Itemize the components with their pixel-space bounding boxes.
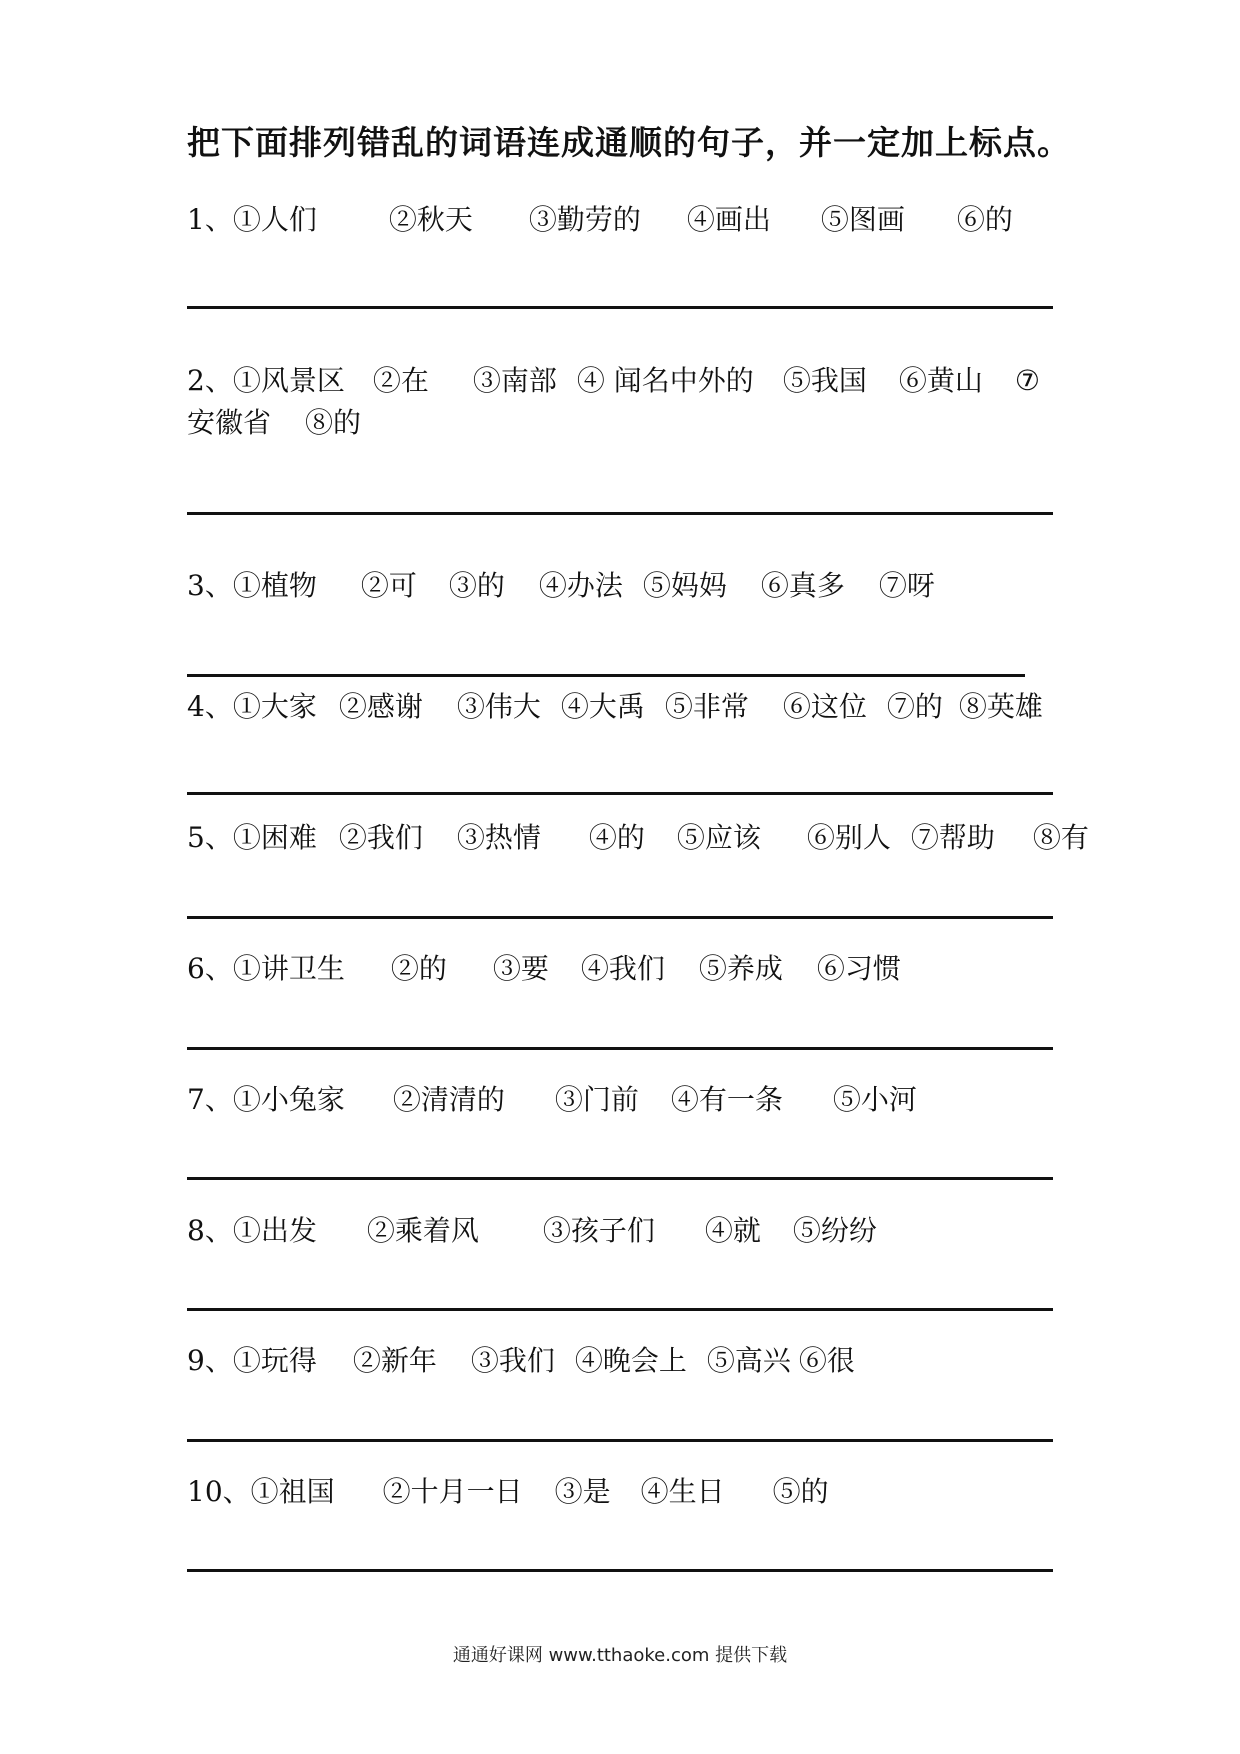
word-option: ②我们: [338, 821, 423, 854]
question-7: [187, 1079, 1067, 1121]
question-number: 7、: [187, 1083, 233, 1116]
word-option: ①出发: [232, 1214, 317, 1247]
question-1: [187, 199, 1067, 241]
word-option: ①玩得: [232, 1344, 317, 1377]
word-option: ①小兔家: [232, 1083, 345, 1116]
word-option: ②感谢: [338, 690, 423, 723]
question-number: 5、: [187, 821, 233, 854]
word-option: ⑦的: [886, 690, 943, 723]
word-option: ③热情: [456, 821, 541, 854]
answer-line[interactable]: [187, 1177, 1053, 1180]
word-option: ①大家: [232, 690, 317, 723]
word-option: 安徽省: [187, 406, 272, 439]
answer-line[interactable]: [187, 306, 1053, 309]
word-option: ④ 闻名中外的: [576, 364, 754, 397]
answer-line[interactable]: [187, 512, 1053, 515]
question-number: 8、: [187, 1214, 233, 1247]
question-number: 4、: [187, 690, 233, 723]
word-option: ⑥黄山: [898, 364, 983, 397]
word-option: ⑧的: [305, 406, 362, 439]
word-option: ⑤养成: [698, 952, 783, 985]
word-option: ⑥别人: [806, 821, 891, 854]
word-option: ⑤小河: [832, 1083, 917, 1116]
word-option: ⑤非常: [664, 690, 749, 723]
word-option: ③南部: [472, 364, 557, 397]
word-option: ③勤劳的: [528, 203, 641, 236]
word-option: ③孩子们: [542, 1214, 655, 1247]
worksheet-title: 把下面排列错乱的词语连成通顺的句子，并一定加上标点。: [187, 123, 1071, 162]
answer-line[interactable]: [187, 916, 1053, 919]
word-option: ①植物: [232, 569, 317, 602]
question-number: 1、: [187, 203, 233, 236]
word-option: ②在: [372, 364, 429, 397]
question-2: [187, 360, 1067, 444]
question-number: 2、: [187, 364, 233, 397]
word-option: ④我们: [580, 952, 665, 985]
word-option: ④大禹: [560, 690, 645, 723]
word-option: ⑥习惯: [816, 952, 901, 985]
word-option: ④就: [704, 1214, 761, 1247]
word-option: ③要: [492, 952, 549, 985]
word-option: ⑦呀: [878, 569, 935, 602]
word-option: ②乘着风: [366, 1214, 479, 1247]
word-option: ⑤纷纷: [792, 1214, 877, 1247]
word-option: ④晚会上: [574, 1344, 687, 1377]
word-option: ①人们: [232, 203, 317, 236]
word-option: ③的: [448, 569, 505, 602]
answer-line[interactable]: [187, 674, 1025, 677]
word-option: ⑥这位: [782, 690, 867, 723]
word-option: ①困难: [232, 821, 317, 854]
word-option: ②的: [390, 952, 447, 985]
word-option: ③是: [554, 1475, 611, 1508]
word-option: ⑥的: [956, 203, 1013, 236]
word-option: ⑦: [1014, 364, 1040, 397]
word-option: ③我们: [470, 1344, 555, 1377]
answer-line[interactable]: [187, 1047, 1053, 1050]
footer-credit: 通通好课网 www.tthaoke.com 提供下载: [452, 1645, 788, 1666]
word-option: ④生日: [640, 1475, 725, 1508]
word-option: ⑤高兴: [706, 1344, 791, 1377]
word-option: ②可: [360, 569, 417, 602]
word-option: ⑧英雄: [958, 690, 1043, 723]
answer-line[interactable]: [187, 1439, 1053, 1442]
answer-line[interactable]: [187, 1308, 1053, 1311]
question-8: [187, 1210, 1067, 1252]
word-option: ②十月一日: [382, 1475, 523, 1508]
word-option: ②秋天: [388, 203, 473, 236]
word-option: ③伟大: [456, 690, 541, 723]
word-option: ⑤图画: [820, 203, 905, 236]
word-option: ④画出: [686, 203, 771, 236]
question-number: 10、: [187, 1475, 251, 1508]
word-option: ⑦帮助: [910, 821, 995, 854]
question-number: 9、: [187, 1344, 233, 1377]
word-option: ⑤应该: [676, 821, 761, 854]
question-9: [187, 1340, 1067, 1382]
word-option: ④有一条: [670, 1083, 783, 1116]
word-option: ②新年: [352, 1344, 437, 1377]
answer-line[interactable]: [187, 1569, 1053, 1572]
question-3: [187, 565, 1067, 607]
question-10: [187, 1471, 1067, 1513]
word-option: ④的: [588, 821, 645, 854]
word-option: ②清清的: [392, 1083, 505, 1116]
word-option: ⑤的: [772, 1475, 829, 1508]
answer-line[interactable]: [187, 792, 1053, 795]
word-option: ④办法: [538, 569, 623, 602]
word-option: ①风景区: [232, 364, 345, 397]
word-option: ⑥很: [798, 1344, 855, 1377]
word-option: ⑧有: [1032, 821, 1089, 854]
question-5: [187, 817, 1089, 859]
question-number: 3、: [187, 569, 233, 602]
word-option: ⑥真多: [760, 569, 845, 602]
question-number: 6、: [187, 952, 233, 985]
word-option: ⑤我国: [782, 364, 867, 397]
word-option: ①祖国: [250, 1475, 335, 1508]
word-option: ③门前: [554, 1083, 639, 1116]
word-option: ①讲卫生: [232, 952, 345, 985]
question-4: [187, 686, 1067, 728]
word-option: ⑤妈妈: [642, 569, 727, 602]
question-6: [187, 948, 1067, 990]
